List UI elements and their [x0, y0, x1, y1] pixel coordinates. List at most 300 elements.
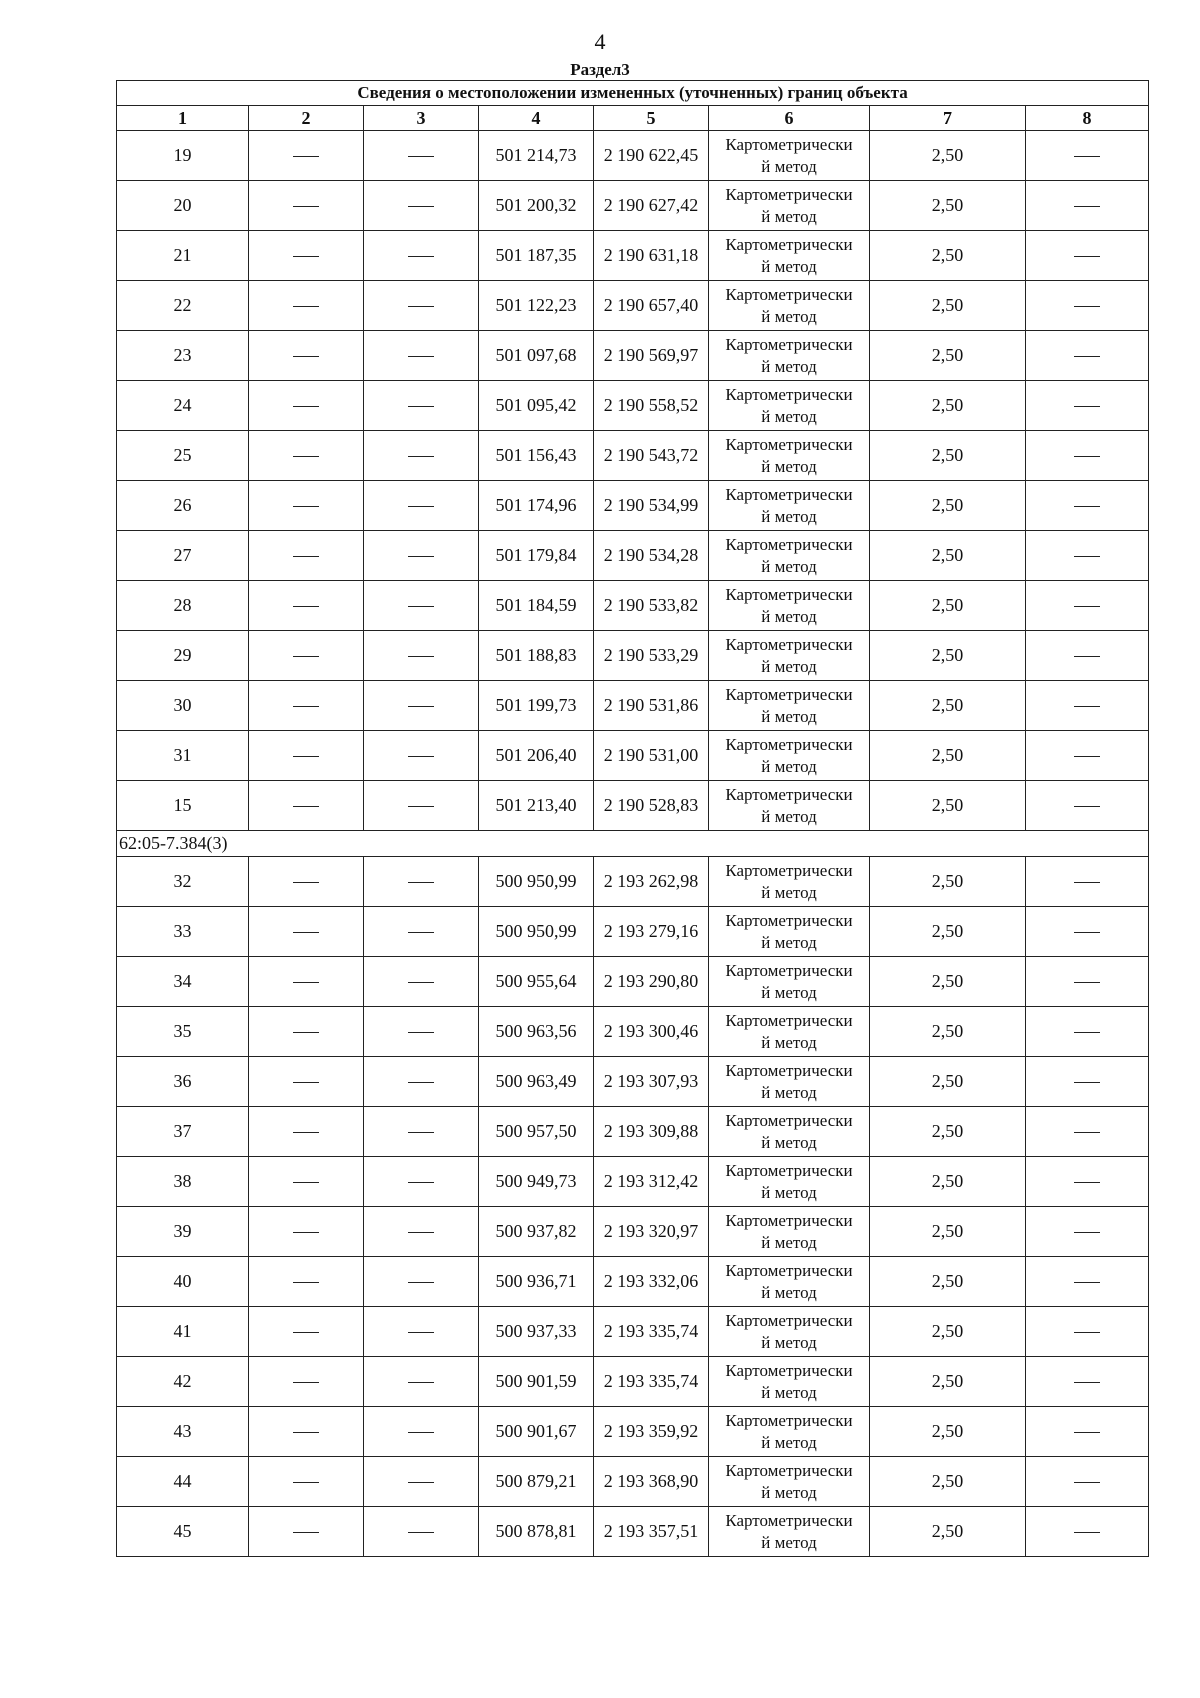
dash-mark	[408, 1332, 434, 1333]
dash-mark	[293, 1282, 319, 1283]
empty-value-cell	[1026, 281, 1149, 331]
empty-value-cell	[249, 331, 364, 381]
method-line-2: й метод	[761, 606, 817, 626]
method-line-2: й метод	[761, 656, 817, 676]
empty-value-cell	[1026, 731, 1149, 781]
accuracy-cell: 2,50	[870, 907, 1026, 957]
method-cell	[709, 957, 870, 1007]
dash-mark	[293, 1132, 319, 1133]
empty-value-cell	[364, 131, 479, 181]
method-cell	[709, 1257, 870, 1307]
method-line-2: й метод	[761, 982, 817, 1002]
empty-value-cell	[1026, 781, 1149, 831]
empty-value-cell	[249, 1457, 364, 1507]
empty-value-cell	[1026, 681, 1149, 731]
point-number-cell: 20	[117, 181, 249, 231]
dash-mark	[1074, 1332, 1100, 1333]
table-row	[117, 957, 1149, 1007]
dash-mark	[1074, 982, 1100, 983]
dash-mark	[1074, 656, 1100, 657]
x-coordinate-cell: 501 206,40	[479, 731, 594, 781]
section-title: Раздел3	[570, 60, 630, 79]
empty-value-cell	[1026, 431, 1149, 481]
dash-mark	[293, 932, 319, 933]
table-row	[117, 431, 1149, 481]
y-coordinate-cell: 2 190 631,18	[594, 231, 709, 281]
method-line-2: й метод	[761, 406, 817, 426]
method-line-2: й метод	[761, 256, 817, 276]
x-coordinate-cell: 501 156,43	[479, 431, 594, 481]
y-coordinate-cell: 2 193 309,88	[594, 1107, 709, 1157]
table-row	[117, 681, 1149, 731]
y-coordinate-cell: 2 193 300,46	[594, 1007, 709, 1057]
dash-mark	[1074, 1182, 1100, 1183]
dash-mark	[1074, 606, 1100, 607]
empty-value-cell	[249, 857, 364, 907]
empty-value-cell	[364, 281, 479, 331]
accuracy-cell: 2,50	[870, 1257, 1026, 1307]
x-coordinate-cell: 500 963,56	[479, 1007, 594, 1057]
method-line-1: Картометрически	[725, 960, 853, 980]
empty-value-cell	[249, 431, 364, 481]
method-line-2: й метод	[761, 1032, 817, 1052]
dash-mark	[293, 606, 319, 607]
y-coordinate-cell: 2 190 534,99	[594, 481, 709, 531]
empty-value-cell	[249, 131, 364, 181]
empty-value-cell	[364, 531, 479, 581]
empty-value-cell	[249, 631, 364, 681]
y-coordinate-cell: 2 190 534,28	[594, 531, 709, 581]
accuracy-cell: 2,50	[870, 381, 1026, 431]
y-coordinate-cell: 2 190 569,97	[594, 331, 709, 381]
dash-mark	[1074, 756, 1100, 757]
method-line-2: й метод	[761, 932, 817, 952]
empty-value-cell	[1026, 331, 1149, 381]
method-line-1: Картометрически	[725, 684, 853, 704]
empty-value-cell	[1026, 957, 1149, 1007]
empty-value-cell	[1026, 1257, 1149, 1307]
table-row	[117, 281, 1149, 331]
dash-mark	[293, 882, 319, 883]
method-cell	[709, 431, 870, 481]
method-line-1: Картометрически	[725, 384, 853, 404]
empty-value-cell	[364, 1357, 479, 1407]
empty-value-cell	[1026, 1157, 1149, 1207]
accuracy-cell: 2,50	[870, 581, 1026, 631]
column-number: 3	[364, 106, 479, 131]
x-coordinate-cell: 501 122,23	[479, 281, 594, 331]
dash-mark	[1074, 256, 1100, 257]
empty-value-cell	[249, 681, 364, 731]
point-number-cell: 33	[117, 907, 249, 957]
y-coordinate-cell: 2 190 533,29	[594, 631, 709, 681]
dash-mark	[408, 1232, 434, 1233]
dash-mark	[293, 456, 319, 457]
table-row	[117, 131, 1149, 181]
method-line-2: й метод	[761, 306, 817, 326]
y-coordinate-cell: 2 190 531,86	[594, 681, 709, 731]
accuracy-cell: 2,50	[870, 1457, 1026, 1507]
empty-value-cell	[364, 231, 479, 281]
method-line-1: Картометрически	[725, 434, 853, 454]
x-coordinate-cell: 500 955,64	[479, 957, 594, 1007]
method-line-1: Картометрически	[725, 1410, 853, 1430]
method-line-2: й метод	[761, 1082, 817, 1102]
method-line-2: й метод	[761, 806, 817, 826]
empty-value-cell	[1026, 1057, 1149, 1107]
empty-value-cell	[364, 731, 479, 781]
dash-mark	[408, 932, 434, 933]
dash-mark	[1074, 1532, 1100, 1533]
parcel-group-label: 62:05-7.384(3)	[117, 831, 1149, 857]
table-row	[117, 857, 1149, 907]
x-coordinate-cell: 500 878,81	[479, 1507, 594, 1557]
accuracy-cell: 2,50	[870, 1357, 1026, 1407]
empty-value-cell	[364, 181, 479, 231]
accuracy-cell: 2,50	[870, 331, 1026, 381]
point-number-cell: 39	[117, 1207, 249, 1257]
method-cell	[709, 1507, 870, 1557]
point-number-cell: 24	[117, 381, 249, 431]
dash-mark	[293, 706, 319, 707]
method-cell	[709, 681, 870, 731]
empty-value-cell	[249, 381, 364, 431]
y-coordinate-cell: 2 190 622,45	[594, 131, 709, 181]
empty-value-cell	[1026, 1107, 1149, 1157]
method-cell	[709, 181, 870, 231]
accuracy-cell: 2,50	[870, 431, 1026, 481]
table-row	[117, 231, 1149, 281]
method-line-2: й метод	[761, 1132, 817, 1152]
empty-value-cell	[1026, 131, 1149, 181]
empty-value-cell	[249, 957, 364, 1007]
dash-mark	[408, 1482, 434, 1483]
method-line-1: Картометрически	[725, 484, 853, 504]
method-cell	[709, 531, 870, 581]
method-line-2: й метод	[761, 456, 817, 476]
point-number-cell: 15	[117, 781, 249, 831]
method-line-1: Картометрически	[725, 184, 853, 204]
table-row	[117, 1507, 1149, 1557]
empty-value-cell	[1026, 1507, 1149, 1557]
point-number-cell: 44	[117, 1457, 249, 1507]
x-coordinate-cell: 501 179,84	[479, 531, 594, 581]
empty-value-cell	[364, 1507, 479, 1557]
x-coordinate-cell: 500 949,73	[479, 1157, 594, 1207]
x-coordinate-cell: 501 199,73	[479, 681, 594, 731]
method-line-1: Картометрически	[725, 234, 853, 254]
method-line-2: й метод	[761, 156, 817, 176]
y-coordinate-cell: 2 193 335,74	[594, 1357, 709, 1407]
column-number: 1	[117, 106, 249, 131]
dash-mark	[1074, 1382, 1100, 1383]
point-number-cell: 27	[117, 531, 249, 581]
table-row	[117, 1057, 1149, 1107]
y-coordinate-cell: 2 190 627,42	[594, 181, 709, 231]
empty-value-cell	[364, 631, 479, 681]
dash-mark	[1074, 356, 1100, 357]
dash-mark	[1074, 506, 1100, 507]
empty-value-cell	[249, 1357, 364, 1407]
method-cell	[709, 1057, 870, 1107]
column-number: 6	[709, 106, 870, 131]
empty-value-cell	[364, 1407, 479, 1457]
point-number-cell: 30	[117, 681, 249, 731]
table-row	[117, 731, 1149, 781]
y-coordinate-cell: 2 193 307,93	[594, 1057, 709, 1107]
empty-value-cell	[1026, 631, 1149, 681]
empty-value-cell	[364, 581, 479, 631]
empty-value-cell	[1026, 531, 1149, 581]
empty-value-cell	[249, 1007, 364, 1057]
empty-value-cell	[364, 1257, 479, 1307]
column-number: 5	[594, 106, 709, 131]
table-row	[117, 907, 1149, 957]
dash-mark	[408, 1182, 434, 1183]
method-line-2: й метод	[761, 1532, 817, 1552]
dash-mark	[293, 982, 319, 983]
method-line-1: Картометрически	[725, 734, 853, 754]
dash-mark	[1074, 806, 1100, 807]
y-coordinate-cell: 2 190 558,52	[594, 381, 709, 431]
table-row	[117, 481, 1149, 531]
method-line-1: Картометрически	[725, 860, 853, 880]
dash-mark	[408, 1032, 434, 1033]
x-coordinate-cell: 500 963,49	[479, 1057, 594, 1107]
table-row	[117, 1157, 1149, 1207]
dash-mark	[408, 882, 434, 883]
point-number-cell: 42	[117, 1357, 249, 1407]
empty-value-cell	[1026, 1457, 1149, 1507]
y-coordinate-cell: 2 190 533,82	[594, 581, 709, 631]
y-coordinate-cell: 2 193 262,98	[594, 857, 709, 907]
accuracy-cell: 2,50	[870, 1057, 1026, 1107]
table-row	[117, 531, 1149, 581]
dash-mark	[408, 356, 434, 357]
dash-mark	[408, 256, 434, 257]
point-number-cell: 41	[117, 1307, 249, 1357]
empty-value-cell	[364, 1057, 479, 1107]
accuracy-cell: 2,50	[870, 957, 1026, 1007]
dash-mark	[408, 306, 434, 307]
dash-mark	[408, 206, 434, 207]
method-line-2: й метод	[761, 706, 817, 726]
empty-value-cell	[249, 1157, 364, 1207]
empty-value-cell	[1026, 181, 1149, 231]
dash-mark	[293, 656, 319, 657]
method-cell	[709, 1157, 870, 1207]
table-caption: Сведения о местоположении измененных (уточненных) границ объекта	[117, 81, 1149, 106]
method-cell	[709, 731, 870, 781]
empty-value-cell	[249, 581, 364, 631]
accuracy-cell: 2,50	[870, 231, 1026, 281]
empty-value-cell	[249, 1407, 364, 1457]
x-coordinate-cell: 500 879,21	[479, 1457, 594, 1507]
x-coordinate-cell: 500 937,82	[479, 1207, 594, 1257]
accuracy-cell: 2,50	[870, 1207, 1026, 1257]
method-line-2: й метод	[761, 506, 817, 526]
y-coordinate-cell: 2 193 368,90	[594, 1457, 709, 1507]
dash-mark	[1074, 706, 1100, 707]
dash-mark	[1074, 1032, 1100, 1033]
dash-mark	[293, 556, 319, 557]
empty-value-cell	[249, 281, 364, 331]
method-line-1: Картометрически	[725, 534, 853, 554]
point-number-cell: 23	[117, 331, 249, 381]
empty-value-cell	[1026, 581, 1149, 631]
dash-mark	[408, 1132, 434, 1133]
empty-value-cell	[364, 381, 479, 431]
method-line-1: Картометрически	[725, 334, 853, 354]
column-number: 8	[1026, 106, 1149, 131]
method-cell	[709, 1457, 870, 1507]
table-row	[117, 631, 1149, 681]
method-line-1: Картометрически	[725, 1160, 853, 1180]
empty-value-cell	[1026, 857, 1149, 907]
column-number-row	[117, 106, 1149, 131]
x-coordinate-cell: 500 957,50	[479, 1107, 594, 1157]
y-coordinate-cell: 2 190 528,83	[594, 781, 709, 831]
method-cell	[709, 907, 870, 957]
point-number-cell: 26	[117, 481, 249, 531]
x-coordinate-cell: 501 213,40	[479, 781, 594, 831]
method-line-1: Картометрически	[725, 134, 853, 154]
y-coordinate-cell: 2 193 359,92	[594, 1407, 709, 1457]
table-row	[117, 1107, 1149, 1157]
empty-value-cell	[364, 781, 479, 831]
empty-value-cell	[364, 1007, 479, 1057]
empty-value-cell	[1026, 1407, 1149, 1457]
empty-value-cell	[364, 957, 479, 1007]
parcel-group-row	[117, 831, 1149, 857]
y-coordinate-cell: 2 193 332,06	[594, 1257, 709, 1307]
dash-mark	[408, 1382, 434, 1383]
dash-mark	[1074, 1432, 1100, 1433]
point-number-cell: 31	[117, 731, 249, 781]
point-number-cell: 45	[117, 1507, 249, 1557]
column-number: 2	[249, 106, 364, 131]
dash-mark	[1074, 932, 1100, 933]
method-line-2: й метод	[761, 756, 817, 776]
accuracy-cell: 2,50	[870, 481, 1026, 531]
dash-mark	[293, 1332, 319, 1333]
table-row	[117, 781, 1149, 831]
dash-mark	[293, 306, 319, 307]
empty-value-cell	[1026, 1357, 1149, 1407]
dash-mark	[408, 606, 434, 607]
dash-mark	[1074, 306, 1100, 307]
table-row	[117, 1457, 1149, 1507]
table-caption-row	[117, 81, 1149, 106]
empty-value-cell	[249, 1507, 364, 1557]
accuracy-cell: 2,50	[870, 1157, 1026, 1207]
empty-value-cell	[249, 231, 364, 281]
empty-value-cell	[364, 1157, 479, 1207]
point-number-cell: 25	[117, 431, 249, 481]
page-number: 4	[594, 29, 606, 54]
y-coordinate-cell: 2 190 543,72	[594, 431, 709, 481]
accuracy-cell: 2,50	[870, 857, 1026, 907]
dash-mark	[293, 1532, 319, 1533]
empty-value-cell	[249, 1257, 364, 1307]
point-number-cell: 38	[117, 1157, 249, 1207]
x-coordinate-cell: 501 214,73	[479, 131, 594, 181]
method-line-1: Картометрически	[725, 584, 853, 604]
empty-value-cell	[364, 431, 479, 481]
method-line-2: й метод	[761, 1182, 817, 1202]
dash-mark	[408, 1082, 434, 1083]
method-cell	[709, 331, 870, 381]
empty-value-cell	[1026, 907, 1149, 957]
method-line-1: Картометрически	[725, 1310, 853, 1330]
accuracy-cell: 2,50	[870, 131, 1026, 181]
empty-value-cell	[364, 907, 479, 957]
method-cell	[709, 1007, 870, 1057]
y-coordinate-cell: 2 190 657,40	[594, 281, 709, 331]
method-cell	[709, 231, 870, 281]
empty-value-cell	[1026, 381, 1149, 431]
table-row	[117, 1007, 1149, 1057]
dash-mark	[1074, 1132, 1100, 1133]
accuracy-cell: 2,50	[870, 531, 1026, 581]
x-coordinate-cell: 501 097,68	[479, 331, 594, 381]
table-row	[117, 331, 1149, 381]
dash-mark	[408, 1432, 434, 1433]
method-line-1: Картометрически	[725, 1360, 853, 1380]
empty-value-cell	[249, 731, 364, 781]
method-line-2: й метод	[761, 1432, 817, 1452]
dash-mark	[1074, 156, 1100, 157]
y-coordinate-cell: 2 193 279,16	[594, 907, 709, 957]
method-cell	[709, 1407, 870, 1457]
method-line-2: й метод	[761, 356, 817, 376]
accuracy-cell: 2,50	[870, 1007, 1026, 1057]
x-coordinate-cell: 500 937,33	[479, 1307, 594, 1357]
point-number-cell: 37	[117, 1107, 249, 1157]
table-row	[117, 181, 1149, 231]
dash-mark	[1074, 406, 1100, 407]
dash-mark	[293, 806, 319, 807]
x-coordinate-cell: 501 174,96	[479, 481, 594, 531]
method-line-1: Картометрически	[725, 1260, 853, 1280]
method-line-1: Картометрически	[725, 634, 853, 654]
dash-mark	[408, 506, 434, 507]
empty-value-cell	[249, 1057, 364, 1107]
dash-mark	[293, 1232, 319, 1233]
point-number-cell: 22	[117, 281, 249, 331]
empty-value-cell	[1026, 231, 1149, 281]
accuracy-cell: 2,50	[870, 281, 1026, 331]
accuracy-cell: 2,50	[870, 181, 1026, 231]
method-line-1: Картометрически	[725, 1510, 853, 1530]
dash-mark	[1074, 1232, 1100, 1233]
dash-mark	[293, 1382, 319, 1383]
method-line-1: Картометрически	[725, 784, 853, 804]
point-number-cell: 19	[117, 131, 249, 181]
y-coordinate-cell: 2 190 531,00	[594, 731, 709, 781]
accuracy-cell: 2,50	[870, 681, 1026, 731]
method-line-1: Картометрически	[725, 1010, 853, 1030]
dash-mark	[293, 206, 319, 207]
x-coordinate-cell: 500 936,71	[479, 1257, 594, 1307]
empty-value-cell	[249, 1107, 364, 1157]
method-line-2: й метод	[761, 206, 817, 226]
method-line-1: Картометрически	[725, 1460, 853, 1480]
method-line-2: й метод	[761, 1282, 817, 1302]
method-cell	[709, 1307, 870, 1357]
point-number-cell: 34	[117, 957, 249, 1007]
dash-mark	[293, 506, 319, 507]
